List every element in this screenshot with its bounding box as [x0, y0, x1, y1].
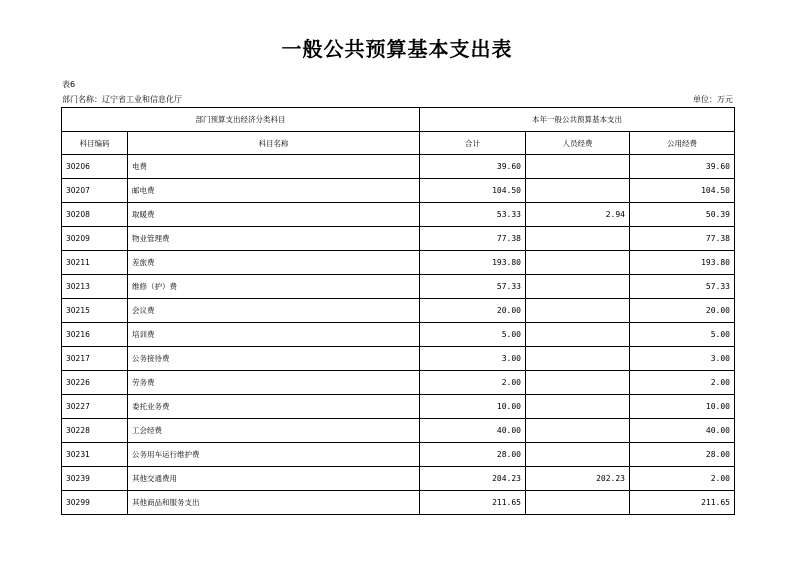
cell-total: 211.65 [420, 491, 526, 515]
cell-code: 30208 [62, 203, 128, 227]
cell-total: 40.00 [420, 419, 526, 443]
cell-public: 193.80 [630, 251, 735, 275]
cell-total: 77.38 [420, 227, 526, 251]
cell-code: 30216 [62, 323, 128, 347]
table-row [62, 299, 735, 323]
cell-personnel [526, 419, 630, 443]
cell-public: 57.33 [630, 275, 735, 299]
group-header-expenditure: 本年一般公共预算基本支出 [420, 108, 735, 132]
cell-personnel: 2.94 [526, 203, 630, 227]
cell-code: 30228 [62, 419, 128, 443]
cell-name: 物业管理费 [128, 227, 420, 251]
cell-public: 28.00 [630, 443, 735, 467]
cell-total: 57.33 [420, 275, 526, 299]
cell-code: 30215 [62, 299, 128, 323]
cell-personnel [526, 251, 630, 275]
column-header-personnel: 人员经费 [526, 132, 630, 155]
cell-total: 3.00 [420, 347, 526, 371]
cell-code: 30231 [62, 443, 128, 467]
table-row [62, 443, 735, 467]
column-header-public: 公用经费 [630, 132, 735, 155]
cell-personnel [526, 395, 630, 419]
cell-name: 邮电费 [128, 179, 420, 203]
cell-public: 20.00 [630, 299, 735, 323]
cell-total: 104.50 [420, 179, 526, 203]
department-name: 部门名称：辽宁省工业和信息化厅 [62, 95, 182, 104]
cell-name: 会议费 [128, 299, 420, 323]
cell-code: 30239 [62, 467, 128, 491]
cell-public: 5.00 [630, 323, 735, 347]
column-header-total: 合计 [420, 132, 526, 155]
cell-name: 电费 [128, 155, 420, 179]
column-header-code: 科目编码 [62, 132, 128, 155]
cell-public: 40.00 [630, 419, 735, 443]
cell-name: 劳务费 [128, 371, 420, 395]
cell-code: 30217 [62, 347, 128, 371]
cell-code: 30206 [62, 155, 128, 179]
budget-table [61, 107, 735, 515]
cell-code: 30227 [62, 395, 128, 419]
cell-code: 30211 [62, 251, 128, 275]
cell-personnel [526, 347, 630, 371]
table-row [62, 419, 735, 443]
cell-public: 77.38 [630, 227, 735, 251]
cell-personnel [526, 179, 630, 203]
column-header-row [62, 132, 735, 155]
cell-personnel [526, 155, 630, 179]
cell-personnel: 202.23 [526, 467, 630, 491]
cell-total: 53.33 [420, 203, 526, 227]
cell-code: 30209 [62, 227, 128, 251]
cell-name: 培训费 [128, 323, 420, 347]
table-row [62, 347, 735, 371]
table-row [62, 155, 735, 179]
table-row [62, 179, 735, 203]
cell-total: 28.00 [420, 443, 526, 467]
cell-total: 20.00 [420, 299, 526, 323]
cell-personnel [526, 323, 630, 347]
group-header-row [62, 108, 735, 132]
cell-code: 30213 [62, 275, 128, 299]
cell-total: 2.00 [420, 371, 526, 395]
cell-public: 50.39 [630, 203, 735, 227]
table-row [62, 395, 735, 419]
cell-personnel [526, 299, 630, 323]
cell-name: 取暖费 [128, 203, 420, 227]
table-row [62, 371, 735, 395]
cell-personnel [526, 443, 630, 467]
cell-public: 211.65 [630, 491, 735, 515]
cell-name: 委托业务费 [128, 395, 420, 419]
table-row [62, 323, 735, 347]
cell-name: 差旅费 [128, 251, 420, 275]
cell-total: 39.60 [420, 155, 526, 179]
unit-label: 单位：万元 [693, 95, 733, 104]
cell-public: 104.50 [630, 179, 735, 203]
table-row [62, 251, 735, 275]
cell-personnel [526, 227, 630, 251]
cell-name: 公务用车运行维护费 [128, 443, 420, 467]
cell-name: 其他商品和服务支出 [128, 491, 420, 515]
table-number: 表6 [62, 80, 76, 89]
cell-code: 30207 [62, 179, 128, 203]
cell-name: 其他交通费用 [128, 467, 420, 491]
table-row [62, 467, 735, 491]
table-row [62, 491, 735, 515]
group-header-classification: 部门预算支出经济分类科目 [62, 108, 420, 132]
cell-code: 30226 [62, 371, 128, 395]
cell-public: 3.00 [630, 347, 735, 371]
cell-personnel [526, 371, 630, 395]
table-row [62, 275, 735, 299]
cell-total: 5.00 [420, 323, 526, 347]
cell-personnel [526, 275, 630, 299]
table-row [62, 203, 735, 227]
cell-public: 2.00 [630, 371, 735, 395]
cell-code: 30299 [62, 491, 128, 515]
cell-public: 2.00 [630, 467, 735, 491]
cell-public: 10.00 [630, 395, 735, 419]
table-row [62, 227, 735, 251]
cell-name: 工会经费 [128, 419, 420, 443]
cell-total: 193.80 [420, 251, 526, 275]
cell-total: 204.23 [420, 467, 526, 491]
cell-total: 10.00 [420, 395, 526, 419]
cell-public: 39.60 [630, 155, 735, 179]
page-title: 一般公共预算基本支出表 [281, 37, 513, 61]
cell-name: 维修（护）费 [128, 275, 420, 299]
cell-personnel [526, 491, 630, 515]
cell-name: 公务接待费 [128, 347, 420, 371]
column-header-name: 科目名称 [128, 132, 420, 155]
